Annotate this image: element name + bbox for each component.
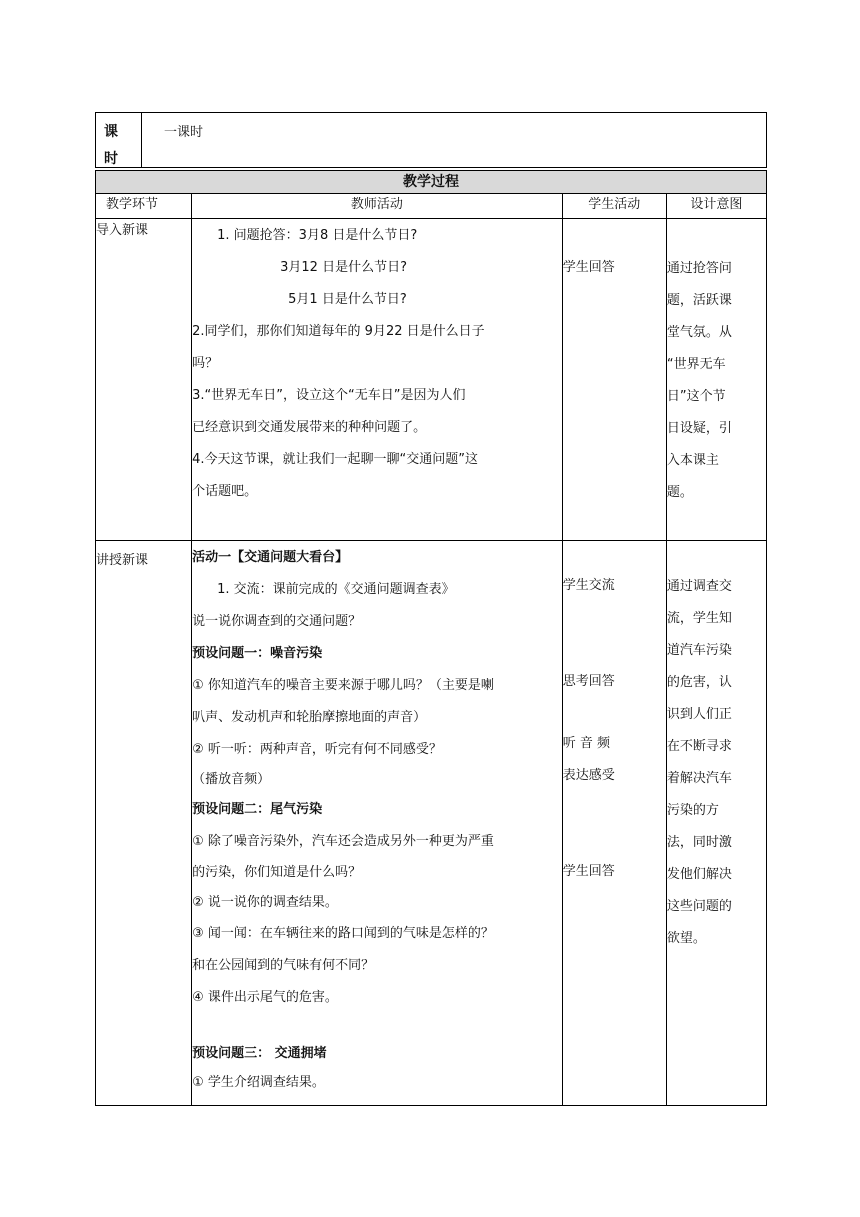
intent-line: 欲望。 <box>666 931 706 946</box>
teacher-line: 5月1 日是什么节日? <box>288 292 407 307</box>
teacher-line: 3月12 日是什么节日? <box>280 260 407 275</box>
student-line: 学生回答 <box>562 864 615 879</box>
design-intent-cell <box>666 541 766 1106</box>
intent-line: 污染的方 <box>666 803 719 818</box>
teacher-line: ① 你知道汽车的噪音主要来源于哪儿吗？（主要是喇 <box>192 678 494 693</box>
student-line: 表达感受 <box>562 768 615 783</box>
teacher-line: ① 学生介绍调查结果。 <box>192 1075 325 1090</box>
teacher-line: 说一说你调查到的交通问题？ <box>192 614 362 629</box>
intent-line: 题，活跃课 <box>666 293 732 308</box>
teacher-line: 吗？ <box>192 356 219 371</box>
table-row <box>96 219 767 541</box>
teacher-line: ④ 课件出示尾气的危害。 <box>192 990 338 1005</box>
stage-cell: 导入新课 <box>96 219 192 541</box>
intent-line: 法，同时激 <box>666 835 732 850</box>
student-line: 学生回答 <box>562 260 615 275</box>
intent-line: 这些问题的 <box>666 899 732 914</box>
teacher-line: 1. 交流：课前完成的《交通问题调查表》 <box>217 582 455 597</box>
teacher-line: ③ 闻一闻：在车辆往来的路口闻到的气味是怎样的？ <box>192 926 494 941</box>
intent-line: 通过抢答问 <box>666 261 732 276</box>
teacher-activity-cell <box>192 541 563 1106</box>
teacher-line: 1. 问题抢答：3月8 日是什么节日? <box>217 228 418 243</box>
intent-line: 道汽车污染 <box>666 643 732 658</box>
teacher-line: 3.“世界无车日”，设立这个“无车日”是因为人们 <box>192 388 466 403</box>
intent-line: 流，学生知 <box>666 611 732 626</box>
teacher-activity-cell <box>192 219 563 541</box>
teacher-line: 叭声、发动机声和轮胎摩擦地面的声音） <box>192 710 427 725</box>
intent-line: 题。 <box>666 485 693 500</box>
lesson-period-label <box>96 113 142 167</box>
column-header: 教师活动 <box>192 194 563 219</box>
student-activity-cell <box>562 219 666 541</box>
lesson-period-label-char: 时 <box>104 151 118 167</box>
intent-line: 着解决汽车 <box>666 771 732 786</box>
intent-line: 通过调查交 <box>666 579 732 594</box>
table-row <box>96 541 767 1106</box>
teacher-line <box>192 1014 562 1038</box>
preset-question-title: 预设问题二：尾气污染 <box>192 802 323 817</box>
teacher-line: 的污染，你们知道是什么吗？ <box>192 865 362 880</box>
column-header: 教学环节 <box>96 194 192 219</box>
intent-line: “世界无车 <box>666 357 726 372</box>
intent-line: 的危害，认 <box>666 675 732 690</box>
teaching-process-table <box>95 170 767 1106</box>
intent-line: 日设疑，引 <box>666 421 732 436</box>
student-line: 学生交流 <box>562 578 615 593</box>
preset-question-title: 预设问题三： 交通拥堵 <box>192 1046 327 1061</box>
intent-line: 入本课主 <box>666 453 719 468</box>
teacher-line: ② 说一说你的调查结果。 <box>192 895 338 910</box>
teacher-line: 已经意识到交通发展带来的种种问题了。 <box>192 420 427 435</box>
teacher-line: 和在公园闻到的气味有何不同？ <box>192 958 375 973</box>
section-title: 教学过程 <box>96 171 767 194</box>
column-header: 学生活动 <box>562 194 666 219</box>
column-header: 设计意图 <box>666 194 766 219</box>
intent-line: 在不断寻求 <box>666 739 732 754</box>
teacher-line: 个话题吧。 <box>192 484 258 499</box>
intent-line: 发他们解决 <box>666 867 732 882</box>
student-line: 听 音 频 <box>562 736 610 751</box>
intent-line: 日”这个节 <box>666 389 726 404</box>
stage-cell: 讲授新课 <box>96 541 192 1106</box>
teacher-line: ① 除了噪音污染外，汽车还会造成另外一种更为严重 <box>192 834 494 849</box>
intent-line: 识到人们正 <box>666 707 732 722</box>
teacher-line: （播放音频） <box>192 772 271 787</box>
teacher-line: 2.同学们，那你们知道每年的 9月22 日是什么日子 <box>192 324 485 339</box>
preset-question-title: 预设问题一：噪音污染 <box>192 646 323 661</box>
teacher-line: ② 听一听：两种声音，听完有何不同感受？ <box>192 742 442 757</box>
lesson-period-value: 一课时 <box>164 125 204 140</box>
intent-line: 堂气氛。从 <box>666 325 732 340</box>
activity-title: 活动一【交通问题大看台】 <box>192 550 349 565</box>
teacher-line: 4.今天这节课，就让我们一起聊一聊“交通问题”这 <box>192 452 479 467</box>
lesson-period-label-char: 课 <box>104 124 118 140</box>
table-header-row <box>96 194 767 219</box>
student-activity-cell <box>562 541 666 1106</box>
lesson-period-table <box>95 112 767 168</box>
design-intent-cell <box>666 219 766 541</box>
student-line: 思考回答 <box>562 674 615 689</box>
